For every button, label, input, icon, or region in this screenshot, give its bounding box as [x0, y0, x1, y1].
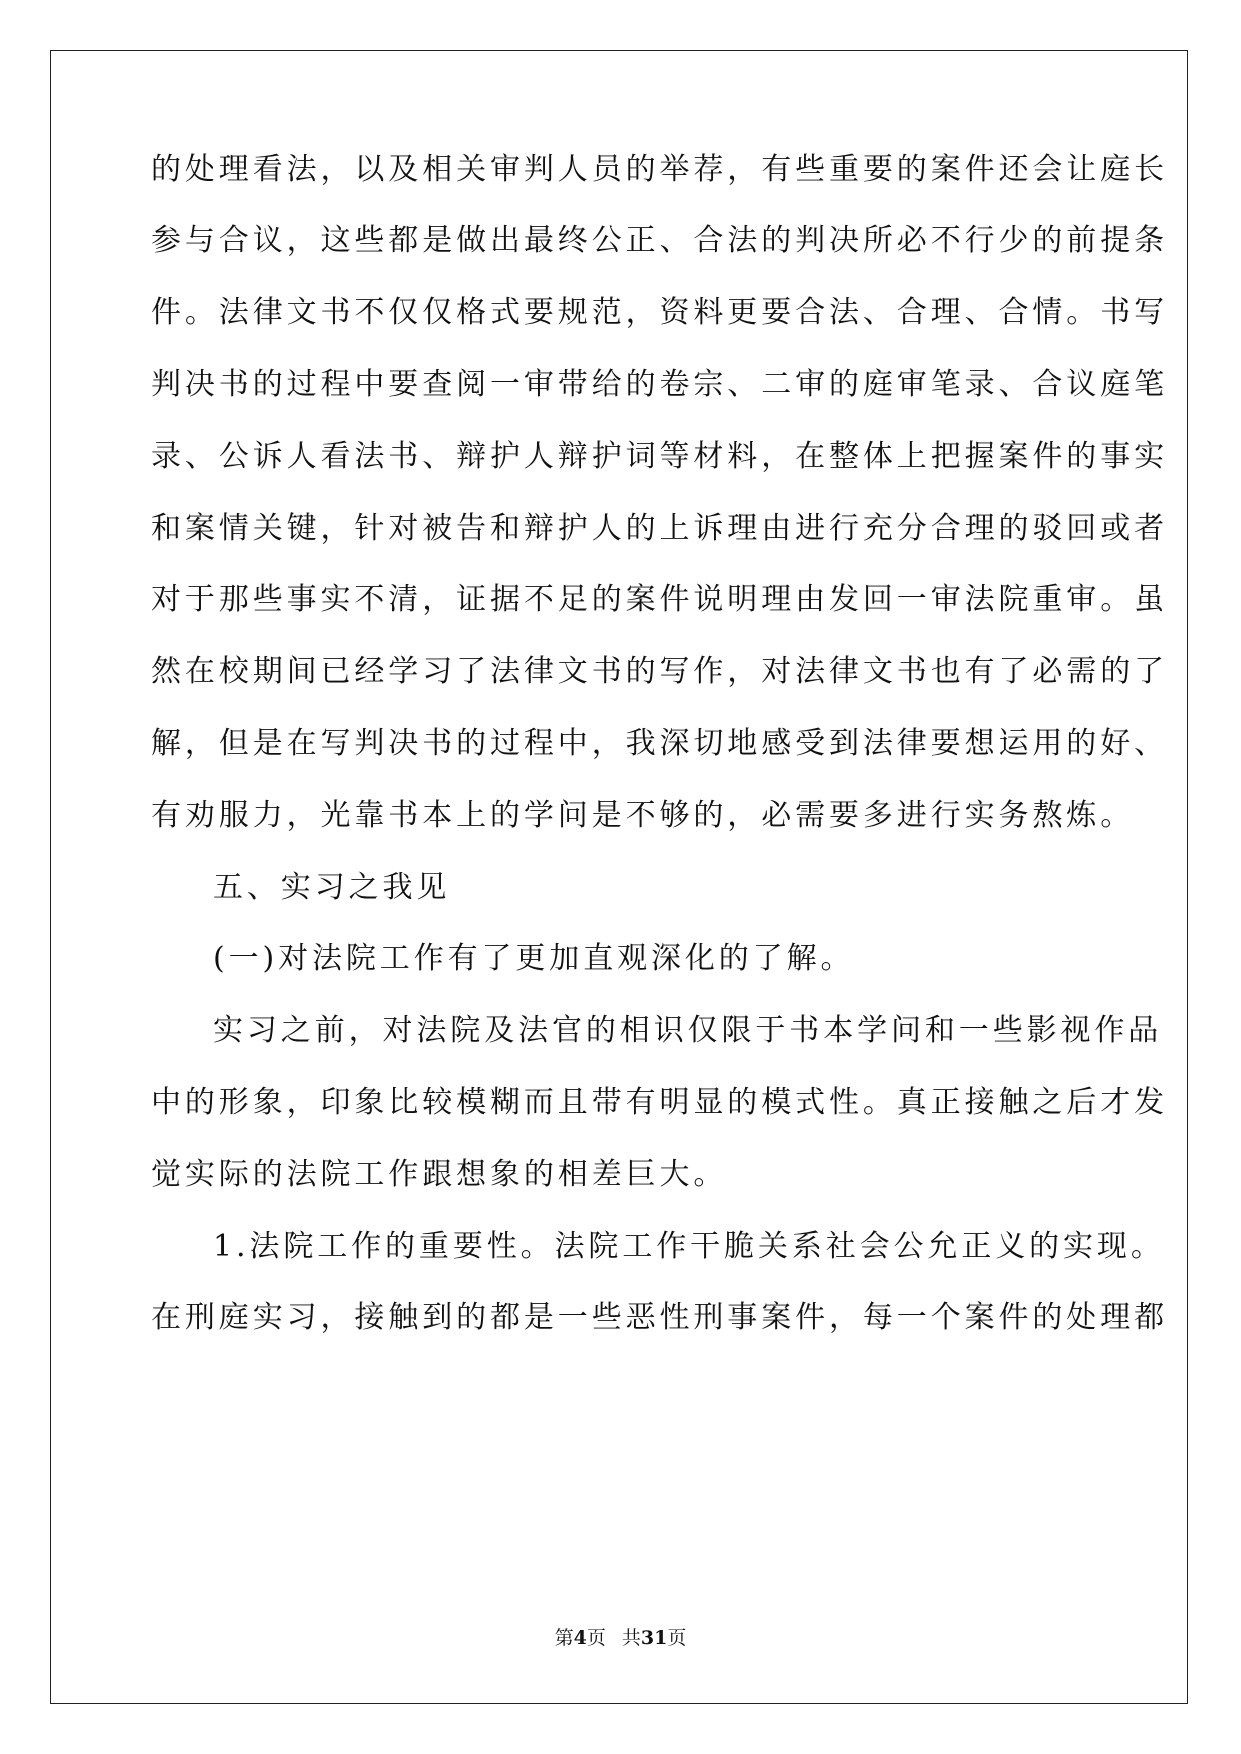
page-footer: [0, 1625, 1241, 1651]
text-line: 在刑庭实习，接触到的都是一些恶性刑事案件，每一个案件的处理都: [151, 1300, 1168, 1335]
subsection-heading: (一)对法院工作有了更加直观深化的了解。: [213, 941, 855, 976]
text-line: 1.法院工作的重要性。法院工作干脆关系社会公允正义的实现。: [213, 1229, 1165, 1264]
text-line: 和案情关键，针对被告和辩护人的上诉理由进行充分合理的驳回或者: [151, 511, 1168, 546]
text-line: 解，但是在写判决书的过程中，我深切地感受到法律要想运用的好、: [151, 726, 1168, 761]
text-line: 实习之前，对法院及法官的相识仅限于书本学问和一些影视作品: [213, 1013, 1163, 1048]
text-line: 判决书的过程中要查阅一审带给的卷宗、二审的庭审笔录、合议庭笔: [151, 367, 1168, 402]
text-line: 录、公诉人看法书、辩护人辩护词等材料，在整体上把握案件的事实: [151, 439, 1168, 474]
text-line: 对于那些事实不清，证据不足的案件说明理由发回一审法院重审。虽: [151, 582, 1168, 617]
text-line: 然在校期间已经学习了法律文书的写作，对法律文书也有了必需的了: [151, 654, 1168, 689]
text-line: 件。法律文书不仅仅格式要规范，资料更要合法、合理、合情。书写: [151, 295, 1168, 330]
footer-prefix: 第: [554, 1627, 574, 1649]
text-line: 的处理看法，以及相关审判人员的举荐，有些重要的案件还会让庭长: [151, 152, 1168, 187]
footer-total-suffix: 页: [667, 1627, 687, 1649]
footer-page-suffix: 页: [586, 1627, 606, 1649]
section-heading: 五、实习之我见: [213, 870, 451, 905]
page-number: 4: [573, 1627, 587, 1649]
total-pages: 31: [640, 1627, 668, 1649]
text-line: 参与合议，这些都是做出最终公正、合法的判决所必不行少的前提条: [151, 223, 1168, 258]
text-line: 中的形象，印象比较模糊而且带有明显的模式性。真正接触之后才发: [151, 1085, 1168, 1120]
footer-total-prefix: 共: [621, 1627, 641, 1649]
text-line: 觉实际的法院工作跟想象的相差巨大。: [151, 1157, 728, 1192]
text-line: 有劝服力，光靠书本上的学问是不够的，必需要多进行实务熬炼。: [151, 798, 1135, 833]
